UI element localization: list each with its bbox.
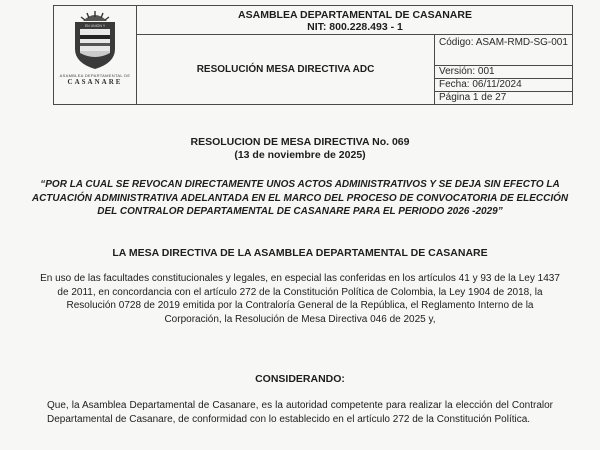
logo-cell xyxy=(54,6,137,104)
document-type: RESOLUCIÓN MESA DIRECTIVA ADC xyxy=(196,64,375,75)
resolution-heading xyxy=(0,136,600,162)
resolution-subject: “POR LA CUAL SE REVOCAN DIRECTAMENTE UNOS ACTOS ADMINISTRATIVOS Y SE DEJA SIN EFECTO LA ACTUACIÓN ADMINISTRATIVA ADELANTADA EN EL MARCO DEL PROCESO DE CONVOCATORIA DE ELECCIÓN DEL CONTRALOR DEPARTAMENTAL DE CASANARE PARA EL PERIODO 2026 -2029” xyxy=(31,179,569,217)
document-meta-cell xyxy=(435,35,573,104)
meta-fecha: Fecha: 06/11/2024 xyxy=(435,79,573,92)
logo-caption-small: ASAMBLEA DEPARTAMENTAL DE xyxy=(59,73,131,78)
logo-caption-large: CASANARE xyxy=(67,78,123,86)
issuing-authority: LA MESA DIRECTIVA DE LA ASAMBLEA DEPARTAMENTAL DE CASANARE xyxy=(112,247,488,259)
resolution-date: (13 de noviembre de 2025) xyxy=(234,149,366,161)
document-header-table xyxy=(53,5,573,105)
institution-title-cell xyxy=(137,6,573,35)
document-type-cell xyxy=(137,35,435,104)
institution-name: ASAMBLEA DEPARTAMENTAL DE CASANARE xyxy=(238,9,472,21)
considerando-paragraph-1: Que, la Asamblea Departamental de Casanare, es la autoridad competente para realizar la elección del Contralor Departamental de Casanare, de conformidad con lo establecido en el artículo 272 de la Constitución Política. xyxy=(47,400,553,425)
meta-version: Versión: 001 xyxy=(435,66,573,79)
meta-codigo: Código: ASAM-RMD-SG-001 xyxy=(435,35,573,66)
institution-nit: NIT: 800.228.493 - 1 xyxy=(307,21,403,33)
svg-text:EN UNION Y: EN UNION Y xyxy=(84,24,106,28)
meta-pagina: Página 1 de 27 xyxy=(439,92,507,103)
coat-of-arms-icon xyxy=(65,9,125,71)
preamble-paragraph: En uso de las facultades constitucionales y legales, en especial las conferidas en los artículos 41 y 93 de la Ley 1437 de 2011, en concordancia con el artículo 272 de la Constitución Política de Colombia, la Ley 1904 de 2018, la Resolución 0728 de 2019 emitida por la Contraloría General de la República, el Reglamento Interno de la Corporación, la Resolución de Mesa Directiva 046 de 2025 y, xyxy=(40,273,560,325)
resolution-number: RESOLUCION DE MESA DIRECTIVA No. 069 xyxy=(190,136,410,148)
considerando-heading: CONSIDERANDO: xyxy=(255,373,345,385)
